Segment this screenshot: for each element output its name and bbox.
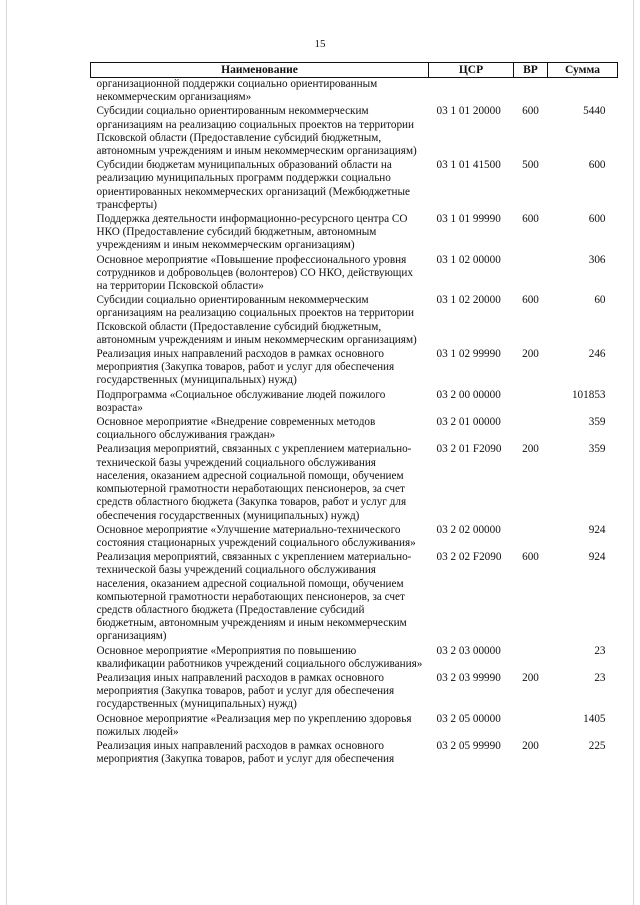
row-sum: 600 xyxy=(588,159,606,172)
row-name: Субсидии социально ориентированным некоммерческим организациям на реализацию социальных проектов на территории Псковской области (Предоставление субсидий бюджетным, автономным учреждениям и иным некоммерческим организациям) xyxy=(96,105,417,158)
row-csr: 03 1 02 00000 xyxy=(436,253,501,266)
row-vr: 200 xyxy=(522,348,539,361)
row-name: Основное мероприятие «Реализация мер по укреплению здоровья пожилых людей» xyxy=(96,712,412,738)
row-sum: 5440 xyxy=(583,105,606,118)
row-name: Основное мероприятие «Мероприятия по повышению квалификации работников учреждений социального обслуживания» xyxy=(96,644,423,670)
row-vr: 200 xyxy=(522,739,539,752)
table-row xyxy=(91,213,618,254)
row-sum: 60 xyxy=(594,294,606,307)
row-vr xyxy=(514,524,548,551)
row-vr xyxy=(514,389,548,416)
row-csr: 03 2 01 F2090 xyxy=(436,443,502,456)
row-csr: 03 1 01 41500 xyxy=(436,159,501,172)
table-body xyxy=(91,78,618,768)
table-row xyxy=(91,443,618,523)
table-row xyxy=(91,551,618,644)
row-name: Подпрограмма «Социальное обслуживание людей пожилого возраста» xyxy=(96,388,386,414)
row-name: организационной поддержки социально ориентированным некоммерческим организациям» xyxy=(91,78,429,106)
row-sum: 359 xyxy=(588,443,606,456)
row-csr: 03 2 00 00000 xyxy=(436,388,501,401)
scan-left-edge xyxy=(6,0,7,905)
row-sum: 924 xyxy=(588,523,606,536)
row-name: Реализация иных направлений расходов в рамках основного мероприятия (Закупка товаров, работ и услуг для обеспечения xyxy=(96,739,395,766)
row-csr: 03 1 02 20000 xyxy=(436,294,501,307)
row-name: Поддержка деятельности информационно-ресурсного центра СО НКО (Предоставление субсидий бюджетным, автономным учреждениям и иным некоммерческим организациям) xyxy=(96,213,408,252)
row-sum: 600 xyxy=(588,213,606,226)
header-sum: Сумма xyxy=(548,63,618,78)
row-csr: 03 2 02 F2090 xyxy=(436,551,502,564)
row-sum: 924 xyxy=(588,551,606,564)
row-vr xyxy=(514,713,548,740)
row-csr: 03 2 02 00000 xyxy=(436,523,501,536)
row-vr: 200 xyxy=(522,443,539,456)
table-row xyxy=(91,713,618,740)
table-row xyxy=(91,524,618,551)
table-row xyxy=(91,78,618,106)
row-name: Субсидии бюджетам муниципальных образований области на реализацию муниципальных программ поддержки социально ориентированных некоммерческих организаций (Межбюджетные трансферты) xyxy=(96,159,410,211)
row-csr: 03 1 01 20000 xyxy=(436,105,501,118)
row-sum: 1405 xyxy=(583,712,606,725)
row-csr: 03 2 05 99990 xyxy=(436,739,501,752)
row-name: Субсидии социально ориентированным некоммерческим организациям на реализацию социальных проектов на территории Псковской области (Предоставление субсидий бюджетным, автономным учреждениям и иным некоммерческим организациям) xyxy=(96,294,417,346)
row-name: Реализация мероприятий, связанных с укреплением материально-технической базы учреждений социального обслуживания населения, оказанием адресной социальной помощи, обучением компьютерной грамотности неработающих пенсионеров, за счет средств областного бюджета (Предоставление субсидий бюджетным, автономным учреждениям и иным некоммерческим организациям) xyxy=(96,551,412,643)
row-name: Реализация иных направлений расходов в рамках основного мероприятия (Закупка товаров, работ и услуг для обеспечения государственных (муниципальных) нужд) xyxy=(96,348,395,387)
row-sum: 306 xyxy=(588,253,606,266)
row-vr: 600 xyxy=(522,105,539,118)
table-row xyxy=(91,348,618,389)
budget-table xyxy=(90,62,618,767)
table-row xyxy=(91,416,618,443)
row-name: Основное мероприятие «Внедрение современных методов социального обслуживания граждан» xyxy=(96,416,376,442)
table-row xyxy=(91,389,618,416)
row-csr: 03 2 01 00000 xyxy=(436,416,501,429)
row-sum: 225 xyxy=(588,739,606,752)
row-name: Основное мероприятие «Улучшение материально-технического состояния стационарных учреждений социального обслуживания» xyxy=(96,523,416,549)
row-name: Реализация иных направлений расходов в рамках основного мероприятия (Закупка товаров, работ и услуг для обеспечения государственных (муниципальных) нужд) xyxy=(96,671,395,711)
table-row xyxy=(91,645,618,672)
page-number: 15 xyxy=(314,38,326,50)
table-row xyxy=(91,254,618,295)
row-name: Реализация мероприятий, связанных с укреплением материально-технической базы учреждений социального обслуживания населения, оказанием адресной социальной помощи, обучением компьютерной грамотности неработающих пенсионеров, за счет средств областного бюджета (Закупка товаров, работ и услуг для обеспечения государственных (муниципальных) нужд) xyxy=(96,443,412,522)
table-row xyxy=(91,294,618,348)
row-vr xyxy=(514,416,548,443)
row-csr xyxy=(429,78,514,106)
table-row xyxy=(91,159,618,213)
row-sum xyxy=(548,78,618,106)
header-name: Наименование xyxy=(91,63,429,78)
row-csr: 03 2 05 00000 xyxy=(436,712,501,725)
table-row xyxy=(91,740,618,767)
table-row xyxy=(91,105,618,159)
row-name: Основное мероприятие «Повышение профессионального уровня сотрудников и добровольцев (волонтеров) СО НКО, действующих на территории Псковской области» xyxy=(96,253,414,293)
row-vr xyxy=(514,645,548,672)
row-vr: 500 xyxy=(522,159,539,172)
table-row xyxy=(91,672,618,713)
table-header xyxy=(91,63,618,78)
row-sum: 23 xyxy=(594,671,606,684)
row-csr: 03 2 03 99990 xyxy=(436,671,501,684)
row-vr: 600 xyxy=(522,294,539,307)
header-vr: ВР xyxy=(514,63,548,78)
row-vr xyxy=(514,78,548,106)
row-vr: 600 xyxy=(522,551,539,564)
scan-right-edge xyxy=(633,0,634,905)
row-sum: 246 xyxy=(588,348,606,361)
row-vr: 600 xyxy=(522,213,539,226)
row-vr: 200 xyxy=(522,671,539,684)
row-csr: 03 2 03 00000 xyxy=(436,644,501,657)
row-sum: 23 xyxy=(594,644,606,657)
row-vr xyxy=(514,254,548,295)
row-csr: 03 1 02 99990 xyxy=(436,348,501,361)
header-csr: ЦСР xyxy=(429,63,514,78)
row-csr: 03 1 01 99990 xyxy=(436,213,501,226)
row-sum: 101853 xyxy=(571,388,606,401)
row-sum: 359 xyxy=(588,416,606,429)
